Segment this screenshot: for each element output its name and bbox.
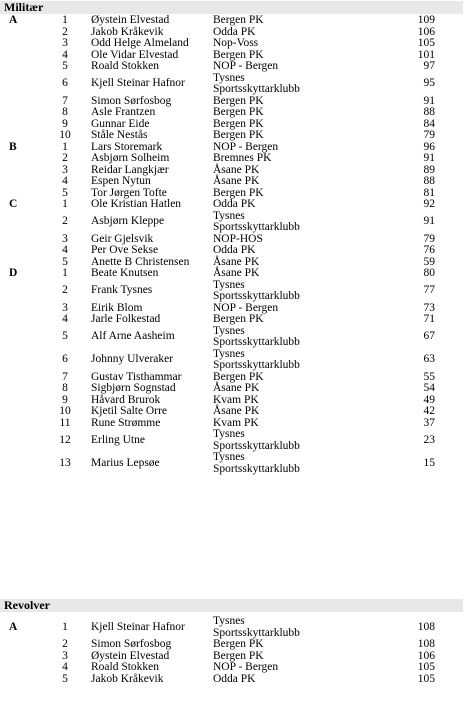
shooter-name: Eirik Blom — [91, 301, 143, 314]
placement: 3 — [62, 301, 68, 314]
placement: 2 — [62, 284, 68, 296]
placement: 5 — [62, 60, 68, 72]
shooter-name: Anette B Christensen — [91, 255, 190, 268]
club-name: Bergen PK — [213, 638, 264, 650]
placement: 1 — [62, 620, 68, 633]
shooter-name: Asle Frantzen — [91, 106, 156, 118]
shooter-name: Johnny Ulveraker — [91, 353, 174, 365]
placement: 8 — [62, 382, 68, 394]
placement: 6 — [62, 77, 68, 89]
score: 67 — [423, 330, 435, 342]
section-header: Revolver — [0, 599, 463, 612]
club-name: Odda PK — [213, 25, 256, 38]
result-row — [0, 326, 463, 349]
placement: 12 — [59, 433, 71, 446]
shooter-name: Gustav Tisthammar — [91, 370, 182, 383]
score: 23 — [423, 433, 435, 446]
shooter-name: Simon Sørfosbog — [91, 638, 172, 650]
club-name: Tysnes Sportsskyttarklubb — [213, 451, 300, 475]
club-name: Bremnes PK — [213, 152, 272, 164]
shooter-name: Per Ove Sekse — [91, 244, 159, 256]
shooter-name: Geir Gjelsvik — [91, 232, 154, 245]
placement: 2 — [62, 215, 68, 227]
score: 79 — [423, 232, 435, 245]
result-row — [0, 130, 463, 142]
placement: 3 — [62, 232, 68, 245]
result-row — [0, 639, 463, 651]
result-row — [0, 406, 463, 418]
club-name: Åsane PK — [213, 382, 260, 394]
result-row — [0, 674, 463, 686]
club-name: NOP - Bergen — [213, 301, 279, 314]
score: 42 — [423, 405, 435, 417]
club-name: Bergen PK — [213, 94, 264, 107]
placement: 7 — [62, 370, 68, 383]
score: 73 — [423, 301, 435, 314]
club-name: Nop-Voss — [213, 37, 259, 49]
placement: 13 — [59, 456, 71, 469]
club-name: Odda PK — [213, 672, 256, 685]
score: 59 — [423, 255, 435, 268]
club-name: Bergen PK — [213, 48, 264, 61]
score: 81 — [423, 186, 435, 199]
placement: 1 — [62, 140, 68, 153]
result-row — [0, 73, 463, 96]
shooter-name: Simon Sørfosbog — [91, 94, 172, 107]
club-name: Tysnes Sportsskyttarklubb — [213, 428, 300, 452]
shooter-name: Roald Stokken — [91, 661, 160, 673]
score: 91 — [423, 94, 435, 107]
score: 108 — [417, 638, 435, 650]
placement: 4 — [62, 175, 68, 187]
placement: 5 — [62, 186, 68, 199]
club-name: Åsane PK — [213, 267, 260, 279]
shooter-name: Tor Jørgen Tofte — [91, 186, 167, 199]
club-name: Tysnes Sportsskyttarklubb — [213, 209, 300, 233]
score: 109 — [417, 14, 435, 26]
club-name: Åsane PK — [213, 255, 260, 268]
club-name: Åsane PK — [213, 163, 260, 176]
shooter-name: Kjell Steinar Hafnor — [91, 77, 185, 89]
result-row — [0, 245, 463, 257]
score: 91 — [423, 215, 435, 227]
section-header: Militær — [0, 1, 463, 14]
shooter-name: Asbjørn Solheim — [91, 152, 170, 164]
shooter-name: Øystein Elvestad — [91, 649, 170, 662]
placement: 9 — [62, 117, 68, 130]
score: 15 — [423, 456, 435, 469]
shooter-name: Jakob Kråkevik — [91, 672, 164, 685]
score: 92 — [423, 198, 435, 210]
club-name: NOP - Bergen — [213, 60, 279, 72]
club-name: Bergen PK — [213, 313, 264, 325]
placement: 5 — [62, 672, 68, 685]
placement: 2 — [62, 25, 68, 38]
club-name: NOP - Bergen — [213, 140, 279, 153]
score: 105 — [417, 37, 435, 49]
shooter-name: Sigbjørn Sognstad — [91, 382, 176, 394]
club-name: Bergen PK — [213, 186, 264, 199]
placement: 7 — [62, 94, 68, 107]
shooter-name: Espen Nytun — [91, 175, 151, 187]
placement: 6 — [62, 353, 68, 365]
result-row — [0, 349, 463, 372]
result-row — [0, 153, 463, 165]
shooter-name: Gunnar Eide — [91, 117, 150, 130]
result-row — [0, 15, 463, 27]
club-name: Bergen PK — [213, 14, 264, 26]
result-row — [0, 199, 463, 211]
placement: 3 — [62, 163, 68, 176]
result-row — [0, 314, 463, 326]
result-row — [0, 107, 463, 119]
class-label: D — [9, 267, 18, 279]
shooter-name: Håvard Brurok — [91, 393, 161, 406]
shooter-name: Ole Kristian Hatlen — [91, 198, 182, 210]
score: 105 — [417, 661, 435, 673]
placement: 8 — [62, 106, 68, 118]
score: 71 — [423, 313, 435, 325]
shooter-name: Odd Helge Almeland — [91, 37, 189, 49]
placement: 4 — [62, 661, 68, 673]
placement: 1 — [62, 198, 68, 210]
score: 84 — [423, 117, 435, 130]
class-label: A — [9, 620, 18, 633]
placement: 2 — [62, 638, 68, 650]
club-name: Tysnes Sportsskyttarklubb — [213, 324, 300, 348]
placement: 4 — [62, 244, 68, 256]
result-row — [0, 211, 463, 234]
score: 54 — [423, 382, 435, 394]
result-row — [0, 61, 463, 73]
result-row — [0, 429, 463, 452]
placement: 5 — [62, 330, 68, 342]
shooter-name: Jakob Kråkevik — [91, 25, 164, 38]
result-row — [0, 383, 463, 395]
score: 76 — [423, 244, 435, 256]
shooter-name: Rune Strømme — [91, 416, 161, 429]
class-label: B — [9, 140, 17, 153]
placement: 2 — [62, 152, 68, 164]
score: 88 — [423, 175, 435, 187]
score: 88 — [423, 106, 435, 118]
club-name: Odda PK — [213, 244, 256, 256]
result-row — [0, 38, 463, 50]
score: 97 — [423, 60, 435, 72]
score: 108 — [417, 620, 435, 633]
shooter-name: Roald Stokken — [91, 60, 160, 72]
club-name: Bergen PK — [213, 649, 264, 662]
club-name: Tysnes Sportsskyttarklubb — [213, 71, 300, 95]
score: 79 — [423, 129, 435, 141]
club-name: Tysnes Sportsskyttarklubb — [213, 278, 300, 302]
shooter-name: Kjetil Salte Orre — [91, 405, 168, 417]
score: 55 — [423, 370, 435, 383]
placement: 5 — [62, 255, 68, 268]
shooter-name: Reidar Langkjær — [91, 163, 169, 176]
shooter-name: Beate Knutsen — [91, 267, 159, 279]
placement: 9 — [62, 393, 68, 406]
score: 89 — [423, 163, 435, 176]
result-row — [0, 268, 463, 280]
club-name: Tysnes Sportsskyttarklubb — [213, 347, 300, 371]
shooter-name: Jarle Folkestad — [91, 313, 161, 325]
result-row — [0, 452, 463, 475]
placement: 10 — [59, 129, 71, 141]
score: 105 — [417, 672, 435, 685]
shooter-name: Ståle Nestås — [91, 129, 148, 141]
shooter-name: Frank Tysnes — [91, 284, 153, 296]
placement: 3 — [62, 649, 68, 662]
score: 101 — [417, 48, 435, 61]
shooter-name: Erling Utne — [91, 433, 145, 446]
shooter-name: Marius Lepsøe — [91, 456, 160, 469]
shooter-name: Asbjørn Kleppe — [91, 215, 165, 227]
club-name: Odda PK — [213, 198, 256, 210]
class-label: A — [9, 14, 18, 26]
club-name: Åsane PK — [213, 175, 260, 187]
placement: 10 — [59, 405, 71, 417]
shooter-name: Lars Storemark — [91, 140, 163, 153]
score: 63 — [423, 353, 435, 365]
club-name: Kvam PK — [213, 416, 259, 429]
placement: 3 — [62, 37, 68, 49]
club-name: NOP - Bergen — [213, 661, 279, 673]
club-name: Bergen PK — [213, 370, 264, 383]
placement: 1 — [62, 267, 68, 279]
score: 49 — [423, 393, 435, 406]
shooter-name: Øystein Elvestad — [91, 14, 170, 26]
club-name: Bergen PK — [213, 129, 264, 141]
score: 95 — [423, 77, 435, 89]
club-name: Bergen PK — [213, 117, 264, 130]
score: 77 — [423, 284, 435, 296]
placement: 11 — [59, 416, 71, 429]
club-name: Tysnes Sportsskyttarklubb — [213, 615, 300, 639]
club-name: Kvam PK — [213, 393, 259, 406]
result-row — [0, 176, 463, 188]
club-name: Bergen PK — [213, 106, 264, 118]
club-name: Åsane PK — [213, 405, 260, 417]
shooter-name: Kjell Steinar Hafnor — [91, 620, 185, 633]
result-row — [0, 616, 463, 639]
score: 106 — [417, 25, 435, 38]
score: 96 — [423, 140, 435, 153]
placement: 1 — [62, 14, 68, 26]
score: 106 — [417, 649, 435, 662]
placement: 4 — [62, 313, 68, 325]
score: 91 — [423, 152, 435, 164]
club-name: NOP-HOS — [213, 232, 263, 245]
score: 80 — [423, 267, 435, 279]
result-row — [0, 662, 463, 674]
result-row — [0, 280, 463, 303]
class-label: C — [9, 198, 18, 210]
shooter-name: Ole Vidar Elvestad — [91, 48, 179, 61]
score: 37 — [423, 416, 435, 429]
shooter-name: Alf Arne Aasheim — [91, 330, 175, 342]
placement: 4 — [62, 48, 68, 61]
